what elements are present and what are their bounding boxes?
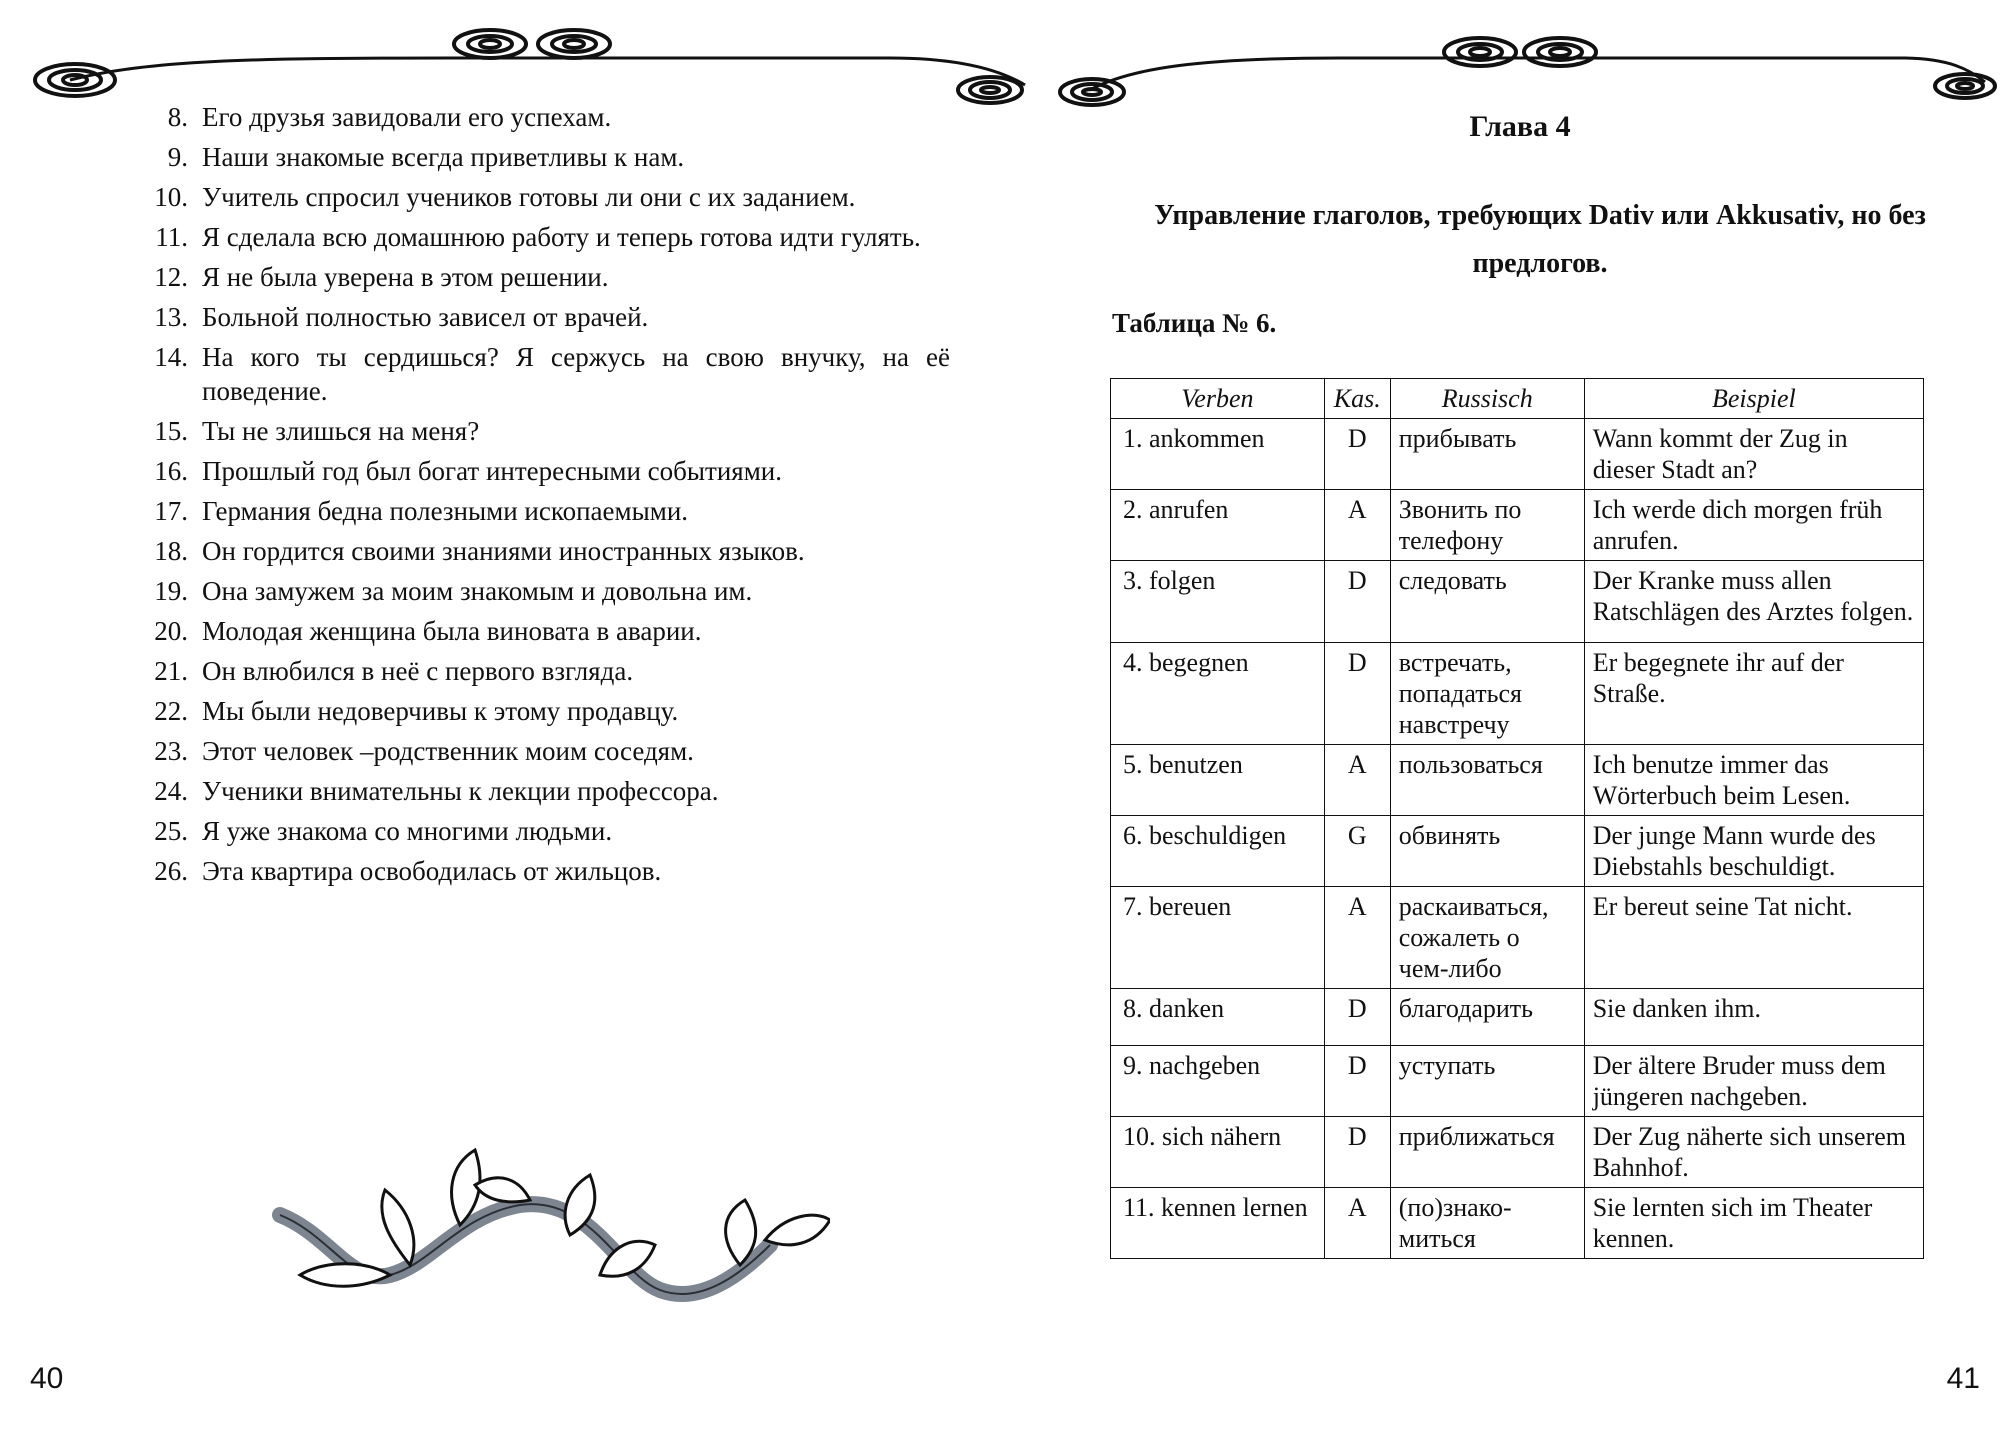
vine-ornament	[270, 1125, 830, 1335]
sentence-number: 22.	[154, 696, 188, 726]
right-page	[1040, 0, 2000, 1429]
sentence-text: Прошлый год был богат интересными событиями.	[202, 456, 782, 486]
sentence-number: 18.	[154, 536, 188, 566]
cell-russisch: встречать, попадаться навстречу	[1390, 643, 1584, 745]
cell-beispiel: Der Zug näherte sich unserem Bahnhof.	[1584, 1117, 1923, 1188]
cell-russisch: пользоваться	[1390, 745, 1584, 816]
cell-russisch: благодарить	[1390, 989, 1584, 1046]
list-item	[110, 654, 950, 688]
table-row	[1111, 561, 1924, 643]
list-item	[110, 180, 950, 214]
list-item	[110, 494, 950, 528]
cell-verb: 3. folgen	[1111, 561, 1325, 643]
sentence-text: Он влюбился в неё с первого взгляда.	[202, 656, 634, 686]
cell-kasus: D	[1324, 419, 1390, 490]
sentence-number: 21.	[154, 656, 188, 686]
cell-beispiel: Wann kommt der Zug in dieser Stadt an?	[1584, 419, 1923, 490]
list-item	[110, 614, 950, 648]
cell-verb: 11. kennen lernen	[1111, 1188, 1325, 1259]
table-row	[1111, 745, 1924, 816]
list-item	[110, 854, 950, 888]
sentence-number: 14.	[154, 342, 188, 372]
cell-kasus: G	[1324, 816, 1390, 887]
list-item	[110, 414, 950, 448]
cell-russisch: приближаться	[1390, 1117, 1584, 1188]
cell-kasus: A	[1324, 490, 1390, 561]
cell-russisch: следовать	[1390, 561, 1584, 643]
header-russisch: Russisch	[1390, 379, 1584, 419]
table-row	[1111, 1188, 1924, 1259]
list-item	[110, 220, 950, 254]
cell-beispiel: Ich werde dich morgen früh anrufen.	[1584, 490, 1923, 561]
list-item	[110, 100, 950, 134]
sentence-text: Ты не злишься на меня?	[202, 416, 480, 446]
header-verben: Verben	[1111, 379, 1325, 419]
cell-verb: 9. nachgeben	[1111, 1046, 1325, 1117]
sentence-text: Он гордится своими знаниями иностранных языков.	[202, 536, 805, 566]
list-item	[110, 260, 950, 294]
cell-verb: 4. begegnen	[1111, 643, 1325, 745]
sentence-text: Эта квартира освободилась от жильцов.	[202, 856, 662, 886]
table-row	[1111, 1046, 1924, 1117]
cell-russisch: обвинять	[1390, 816, 1584, 887]
cell-verb: 8. danken	[1111, 989, 1325, 1046]
list-item	[110, 534, 950, 568]
list-item	[110, 774, 950, 808]
table-row	[1111, 643, 1924, 745]
list-item	[110, 814, 950, 848]
verb-table	[1110, 378, 1924, 1259]
sentence-text: Этот человек –родственник моим соседям.	[202, 736, 694, 766]
cell-kasus: D	[1324, 643, 1390, 745]
sentence-number: 10.	[154, 182, 188, 212]
cell-beispiel: Er begegnete ihr auf der Straße.	[1584, 643, 1923, 745]
cell-verb: 7. bereuen	[1111, 887, 1325, 989]
table-row	[1111, 419, 1924, 490]
table-row	[1111, 490, 1924, 561]
sentence-text: Молодая женщина была виновата в аварии.	[202, 616, 702, 646]
sentence-number: 13.	[154, 302, 188, 332]
sentence-number: 24.	[154, 776, 188, 806]
list-item	[110, 574, 950, 608]
cell-beispiel: Sie lernten sich im Theater kennen.	[1584, 1188, 1923, 1259]
cell-verb: 1. ankommen	[1111, 419, 1325, 490]
sentence-text: Мы были недоверчивы к этому продавцу.	[202, 696, 679, 726]
cell-beispiel: Der junge Mann wurde des Diebstahls beschuldigt.	[1584, 816, 1923, 887]
sentence-number: 19.	[154, 576, 188, 606]
sentence-number: 8.	[167, 102, 188, 132]
top-swirl-ornament-right	[1040, 0, 2000, 110]
sentence-text: Ученики внимательны к лекции профессора.	[202, 776, 719, 806]
sentence-number: 23.	[154, 736, 188, 766]
sentence-list	[110, 100, 950, 894]
cell-beispiel: Er bereut seine Tat nicht.	[1584, 887, 1923, 989]
cell-russisch: раскаиваться, сожалеть о чем-либо	[1390, 887, 1584, 989]
sentence-number: 12.	[154, 262, 188, 292]
sentence-number: 16.	[154, 456, 188, 486]
list-item	[110, 140, 950, 174]
table-row	[1111, 989, 1924, 1046]
list-item	[110, 734, 950, 768]
cell-verb: 10. sich nähern	[1111, 1117, 1325, 1188]
cell-kasus: A	[1324, 887, 1390, 989]
cell-kasus: D	[1324, 989, 1390, 1046]
sentence-text: Больной полностью зависел от врачей.	[202, 302, 649, 332]
cell-beispiel: Der Kranke muss allen Ratschlägen des Arztes folgen.	[1584, 561, 1923, 643]
cell-verb: 2. anrufen	[1111, 490, 1325, 561]
list-item	[110, 340, 950, 408]
header-kasus: Kas.	[1324, 379, 1390, 419]
cell-russisch: прибывать	[1390, 419, 1584, 490]
cell-kasus: D	[1324, 561, 1390, 643]
page-number-left: 40	[30, 1362, 64, 1395]
page-number-right: 41	[1946, 1362, 1980, 1395]
cell-kasus: D	[1324, 1117, 1390, 1188]
sentence-text: Наши знакомые всегда приветливы к нам.	[202, 142, 685, 172]
sentence-text: Его друзья завидовали его успехам.	[202, 102, 612, 132]
cell-russisch: Звонить по телефону	[1390, 490, 1584, 561]
section-title: Управление глаголов, требующих Dativ или Akkusativ, но без предлогов.	[1154, 200, 1926, 279]
cell-russisch: (по)знако-миться	[1390, 1188, 1584, 1259]
table-row	[1111, 1117, 1924, 1188]
cell-kasus: A	[1324, 1188, 1390, 1259]
list-item	[110, 694, 950, 728]
sentence-text: Я уже знакома со многими людьми.	[202, 816, 613, 846]
sentence-text: Учитель спросил учеников готовы ли они с их заданием.	[202, 182, 856, 212]
sentence-text: Германия бедна полезными ископаемыми.	[202, 496, 689, 526]
cell-beispiel: Ich benutze immer das Wörterbuch beim Lesen.	[1584, 745, 1923, 816]
cell-beispiel: Der ältere Bruder muss dem jüngeren nachgeben.	[1584, 1046, 1923, 1117]
cell-kasus: A	[1324, 745, 1390, 816]
sentence-number: 26.	[154, 856, 188, 886]
sentence-text: Она замужем за моим знакомым и довольна им.	[202, 576, 753, 606]
sentence-number: 17.	[154, 496, 188, 526]
table-header-row	[1111, 379, 1924, 419]
sentence-text: На кого ты сердишься? Я сержусь на свою внучку, на её поведение.	[202, 342, 950, 406]
sentence-text: Я не была уверена в этом решении.	[202, 262, 609, 292]
table-row	[1111, 887, 1924, 989]
sentence-text: Я сделала всю домашнюю работу и теперь готова идти гулять.	[202, 222, 921, 252]
table-row	[1111, 816, 1924, 887]
sentence-number: 15.	[154, 416, 188, 446]
cell-verb: 6. beschuldigen	[1111, 816, 1325, 887]
sentence-number: 20.	[154, 616, 188, 646]
cell-beispiel: Sie danken ihm.	[1584, 989, 1923, 1046]
sentence-number: 9.	[167, 142, 188, 172]
table-caption: Таблица № 6.	[1112, 308, 1277, 338]
cell-kasus: D	[1324, 1046, 1390, 1117]
cell-verb: 5. benutzen	[1111, 745, 1325, 816]
header-beispiel: Beispiel	[1584, 379, 1923, 419]
cell-russisch: уступать	[1390, 1046, 1584, 1117]
list-item	[110, 454, 950, 488]
chapter-title: Глава 4	[1469, 110, 1571, 143]
sentence-number: 25.	[154, 816, 188, 846]
sentence-number: 11.	[155, 222, 188, 252]
top-swirl-ornament-left	[0, 0, 1040, 110]
list-item	[110, 300, 950, 334]
